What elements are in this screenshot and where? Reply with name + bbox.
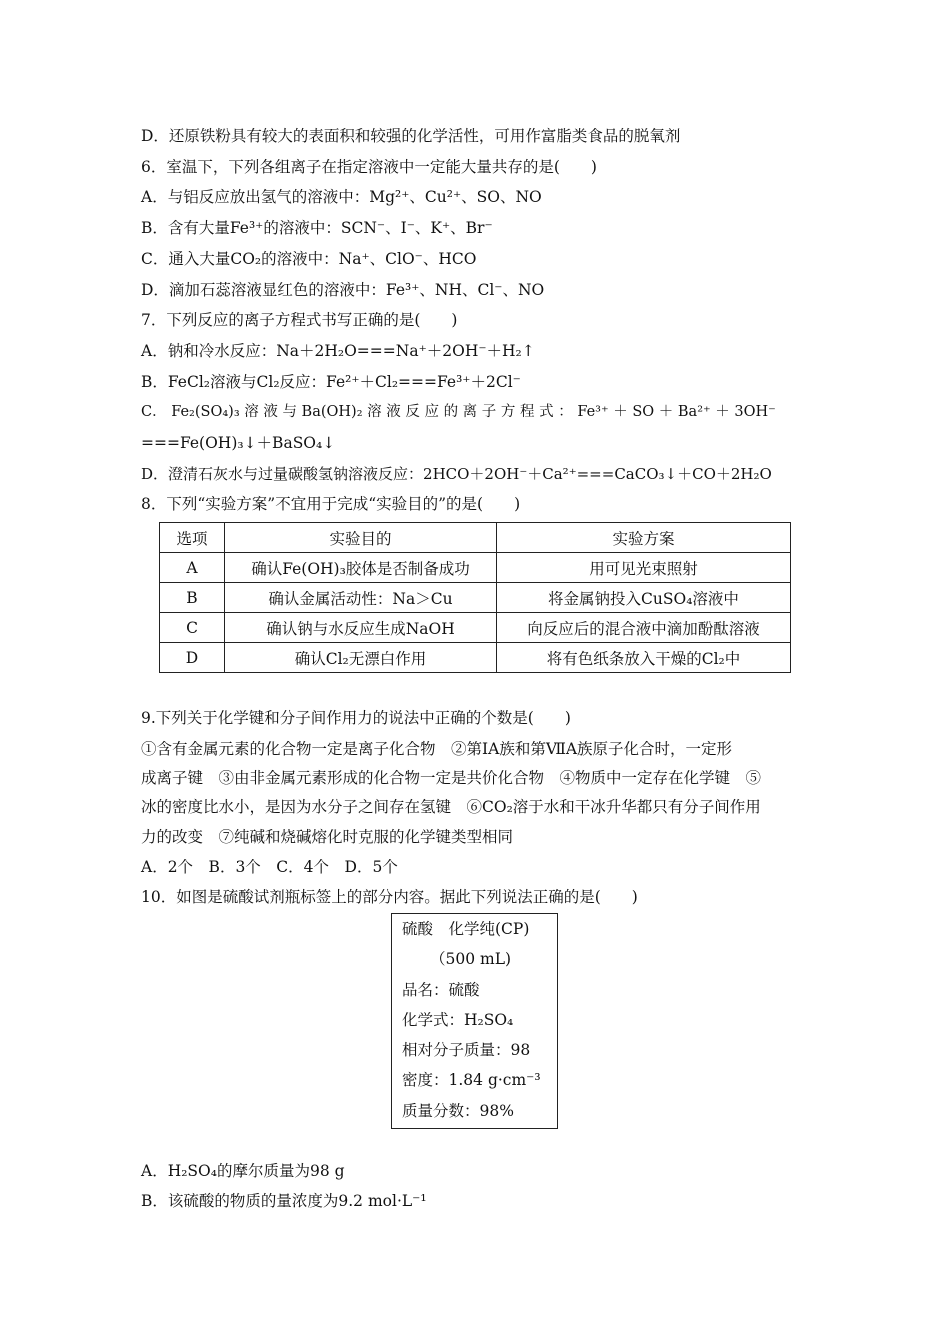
q7-option-b: B．FeCl₂溶液与Cl₂反应：Fe²⁺＋Cl₂===Fe³⁺＋2Cl⁻: [141, 373, 521, 391]
q7-stem: 7．下列反应的离子方程式书写正确的是( ): [141, 311, 458, 329]
q6-option-c: C．通入大量CO₂的溶液中：Na⁺、ClO⁻、HCO: [141, 250, 477, 268]
label-line: （500 mL): [430, 950, 512, 968]
table-cell: B: [160, 583, 225, 613]
q9-options: A．2个 B．3个 C．4个 D．5个: [141, 858, 398, 876]
table-cell: 确认金属活动性：Na＞Cu: [225, 583, 497, 613]
q10-option-b: B．该硫酸的物质的量浓度为9.2 mol·L⁻¹: [141, 1192, 427, 1210]
table-cell: 确认Fe(OH)₃胶体是否制备成功: [225, 553, 497, 583]
experiment-table: [159, 522, 791, 673]
q6-option-a: A．与铝反应放出氢气的溶液中：Mg²⁺、Cu²⁺、SO、NO: [141, 188, 542, 206]
table-header: 实验目的: [225, 523, 497, 553]
table-cell: 向反应后的混合液中滴加酚酞溶液: [497, 613, 791, 643]
table-cell: 将有色纸条放入干燥的Cl₂中: [497, 643, 791, 673]
table-cell: C: [160, 613, 225, 643]
q10-stem: 10．如图是硫酸试剂瓶标签上的部分内容。据此下列说法正确的是( ): [141, 888, 638, 906]
q9-line3: 冰的密度比水小，是因为水分子之间存在氢键 ⑥CO₂溶于水和干冰升华都只有分子间作用: [141, 798, 761, 816]
label-line: 密度：1.84 g·cm⁻³: [402, 1071, 541, 1089]
reagent-label: [391, 913, 558, 1129]
q7-option-a: A．钠和冷水反应：Na＋2H₂O===Na⁺＋2OH⁻＋H₂↑: [141, 342, 535, 360]
q7-option-d: D．澄清石灰水与过量碳酸氢钠溶液反应：2HCO＋2OH⁻＋Ca²⁺===CaCO₃↓＋CO＋2H₂O: [141, 465, 772, 483]
table-row: [160, 553, 791, 583]
table-row: [160, 583, 791, 613]
table-cell: A: [160, 553, 225, 583]
q10-option-a: A．H₂SO₄的摩尔质量为98 g: [141, 1162, 345, 1180]
label-line: 品名：硫酸: [402, 981, 480, 999]
table-header-row: [160, 523, 791, 553]
q9-line2: 成离子键 ③由非金属元素形成的化合物一定是共价化合物 ④物质中一定存在化学键 ⑤: [141, 769, 762, 787]
label-line: 质量分数：98%: [402, 1102, 514, 1120]
q6-option-b: B．含有大量Fe³⁺的溶液中：SCN⁻、I⁻、K⁺、Br⁻: [141, 219, 493, 237]
q8-stem: 8．下列“实验方案”不宜用于完成“实验目的”的是( ): [141, 495, 521, 513]
table-cell: 确认钠与水反应生成NaOH: [225, 613, 497, 643]
table-cell: 用可见光束照射: [497, 553, 791, 583]
table-cell: 将金属钠投入CuSO₄溶液中: [497, 583, 791, 613]
label-line: 硫酸 化学纯(CP): [402, 920, 530, 938]
label-line: 相对分子质量：98: [402, 1041, 531, 1059]
q6-option-d: D．滴加石蕊溶液显红色的溶液中：Fe³⁺、NH、Cl⁻、NO: [141, 281, 545, 299]
label-line: 化学式：H₂SO₄: [402, 1011, 514, 1029]
q7-option-c-line1: C． Fe₂(SO₄)₃ 溶 液 与 Ba(OH)₂ 溶 液 反 应 的 离 子 方 程 式 ： Fe³⁺ ＋ SO ＋ Ba²⁺ ＋ 3OH⁻: [141, 404, 776, 420]
table-cell: 确认Cl₂无漂白作用: [225, 643, 497, 673]
table-row: [160, 613, 791, 643]
q5-option-d: D．还原铁粉具有较大的表面积和较强的化学活性，可用作富脂类食品的脱氧剂: [141, 127, 681, 145]
q6-stem: 6．室温下，下列各组离子在指定溶液中一定能大量共存的是( ): [141, 158, 597, 176]
q9-line1: ①含有金属元素的化合物一定是离子化合物 ②第ⅠA族和第ⅦA族原子化合时，一定形: [141, 740, 733, 758]
q7-option-c-line2: ===Fe(OH)₃↓＋BaSO₄↓: [141, 434, 336, 452]
table-row: [160, 643, 791, 673]
table-cell: D: [160, 643, 225, 673]
table-header: 选项: [160, 523, 225, 553]
table-header: 实验方案: [497, 523, 791, 553]
q9-line4: 力的改变 ⑦纯碱和烧碱熔化时克服的化学键类型相同: [141, 828, 514, 846]
q9-stem: 9.下列关于化学键和分子间作用力的说法中正确的个数是( ): [141, 709, 571, 727]
